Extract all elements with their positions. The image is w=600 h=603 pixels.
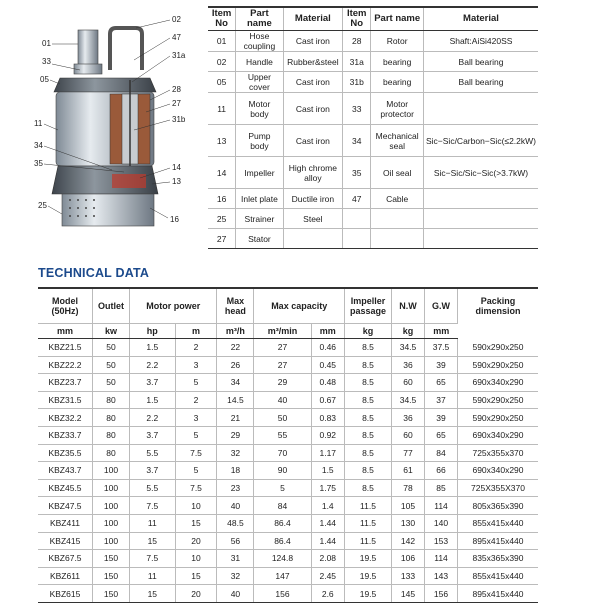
tech-cell: 1.17 [311,444,344,462]
tech-cell: 11 [130,514,176,532]
tech-model-cell: KBZ43.7 [38,462,93,480]
tech-header-motor-power: Motor power [130,288,217,324]
tech-cell: 80 [93,391,130,409]
tech-cell: 5 [175,462,217,480]
tech-cell: 725x355x370 [458,444,539,462]
tech-unit-cell: m³/min [254,324,311,339]
tech-row [38,391,538,409]
tech-cell: 690x340x290 [458,374,539,392]
tech-cell: 2.6 [311,585,344,603]
tech-cell: 2 [175,391,217,409]
tech-cell: 80 [93,409,130,427]
parts-cell: 14 [208,157,236,189]
parts-cell [343,209,371,229]
tech-cell: 805x365x390 [458,497,539,515]
tech-model-cell: KBZ35.5 [38,444,93,462]
tech-cell: 5 [175,426,217,444]
tech-model-cell: KBZ21.5 [38,339,93,357]
parts-cell: 34 [343,125,371,157]
parts-cell: Pump body [236,125,283,157]
tech-cell: 5 [254,479,311,497]
tech-cell: 7.5 [175,444,217,462]
parts-row [208,93,538,125]
tech-cell: 5.5 [130,444,176,462]
tech-cell: 23 [217,479,254,497]
tech-header-max-head: Max head [217,288,254,324]
tech-cell: 3 [175,409,217,427]
tech-header-nw: N.W [392,288,425,324]
tech-row [38,514,538,532]
tech-header-gw: G.W [425,288,458,324]
tech-cell: 50 [93,374,130,392]
parts-cell: 35 [343,157,371,189]
parts-cell: 31a [343,52,371,72]
tech-row [38,497,538,515]
tech-cell: 1.4 [311,497,344,515]
callout-47: 47 [172,33,181,42]
tech-cell: 50 [93,356,130,374]
parts-cell: Upper cover [236,72,283,93]
tech-model-cell: KBZ45.5 [38,479,93,497]
tech-cell: 0.67 [311,391,344,409]
parts-cell: 27 [208,229,236,249]
tech-cell: 55 [254,426,311,444]
tech-model-cell: KBZ22.2 [38,356,93,374]
tech-cell: 18 [217,462,254,480]
parts-cell [423,189,538,209]
tech-cell: 21 [217,409,254,427]
tech-cell: 590x290x250 [458,356,539,374]
tech-cell: 100 [93,497,130,515]
tech-cell: 19.5 [345,585,392,603]
parts-header-item-no: Item No [208,7,236,31]
tech-cell: 855x415x440 [458,514,539,532]
parts-cell [371,209,424,229]
parts-cell: bearing [371,52,424,72]
tech-cell: 3.7 [130,426,176,444]
tech-cell: 90 [254,462,311,480]
tech-cell: 8.5 [345,391,392,409]
tech-cell: 39 [425,409,458,427]
tech-cell: 15 [175,514,217,532]
parts-row [208,157,538,189]
tech-cell: 56 [217,532,254,550]
parts-row [208,229,538,249]
parts-cell: 02 [208,52,236,72]
parts-cell: 47 [343,189,371,209]
parts-header-row [208,7,538,31]
tech-cell: 7.5 [130,497,176,515]
tech-unit-cell: m [175,324,217,339]
tech-cell: 32 [217,444,254,462]
tech-cell: 3 [175,356,217,374]
tech-cell: 15 [130,585,176,603]
parts-cell: Hose coupling [236,31,283,52]
tech-cell: 1.5 [130,339,176,357]
tech-model-cell: KBZ47.5 [38,497,93,515]
tech-cell: 105 [392,497,425,515]
tech-cell: 8.5 [345,426,392,444]
tech-cell: 8.5 [345,479,392,497]
parts-header-part-name: Part name [236,7,283,31]
tech-cell: 7.5 [175,479,217,497]
parts-cell: 33 [343,93,371,125]
tech-cell: 690x340x290 [458,426,539,444]
tech-cell: 8.5 [345,339,392,357]
tech-row [38,532,538,550]
tech-cell: 0.45 [311,356,344,374]
parts-cell: Ball bearing [423,52,538,72]
tech-cell: 150 [93,585,130,603]
tech-cell: 124.8 [254,550,311,568]
tech-cell: 80 [93,426,130,444]
tech-cell: 145 [392,585,425,603]
parts-row [208,209,538,229]
parts-cell: Cast iron [283,31,343,52]
tech-cell: 590x290x250 [458,409,539,427]
tech-cell: 40 [254,391,311,409]
parts-cell: Rotor [371,31,424,52]
tech-header-row [38,288,538,324]
tech-row [38,550,538,568]
tech-unit-cell: mm [425,324,458,339]
tech-cell: 1.44 [311,514,344,532]
tech-cell: 19.5 [345,567,392,585]
tech-units-row [38,324,538,339]
parts-cell: Inlet plate [236,189,283,209]
tech-cell: 895x415x440 [458,585,539,603]
tech-cell: 15 [130,532,176,550]
callout-11: 11 [34,119,43,128]
tech-cell: 1.75 [311,479,344,497]
parts-cell: 16 [208,189,236,209]
tech-cell: 8.5 [345,374,392,392]
tech-cell: 10 [175,497,217,515]
tech-cell: 66 [425,462,458,480]
parts-cell: Cast iron [283,93,343,125]
tech-cell: 50 [254,409,311,427]
tech-model-cell: KBZ32.2 [38,409,93,427]
tech-cell: 5.5 [130,479,176,497]
tech-cell: 20 [175,532,217,550]
parts-cell: Motor protector [371,93,424,125]
parts-cell [423,93,538,125]
tech-cell: 725X355X370 [458,479,539,497]
tech-cell: 19.5 [345,550,392,568]
tech-cell: 84 [425,444,458,462]
tech-cell: 150 [93,550,130,568]
tech-cell: 61 [392,462,425,480]
tech-cell: 590x290x250 [458,339,539,357]
tech-row [38,426,538,444]
tech-cell: 50 [93,339,130,357]
tech-row [38,462,538,480]
tech-cell: 11.5 [345,497,392,515]
tech-cell: 11.5 [345,532,392,550]
parts-cell [371,229,424,249]
parts-row [208,31,538,52]
parts-cell: 13 [208,125,236,157]
tech-cell: 78 [392,479,425,497]
tech-unit-cell: kw [93,324,130,339]
tech-cell: 2.45 [311,567,344,585]
tech-cell: 590x290x250 [458,391,539,409]
tech-model-cell: KBZ415 [38,532,93,550]
tech-unit-cell: kg [392,324,425,339]
technical-data-title: TECHNICAL DATA [38,266,150,280]
tech-cell: 143 [425,567,458,585]
parts-cell: Stator [236,229,283,249]
tech-cell: 150 [93,567,130,585]
parts-cell: Sic−Sic/Carbon−Sic(≤2.2kW) [423,125,538,157]
parts-row [208,72,538,93]
parts-cell: Cable [371,189,424,209]
tech-model-cell: KBZ615 [38,585,93,603]
parts-cell [283,229,343,249]
parts-table [208,6,538,249]
parts-cell: Rubber&steel [283,52,343,72]
tech-row [38,374,538,392]
callout-01: 01 [42,39,51,48]
tech-cell: 1.44 [311,532,344,550]
parts-cell: Cast iron [283,125,343,157]
parts-cell: Ductile iron [283,189,343,209]
tech-header-model: Model (50Hz) [38,288,93,324]
tech-cell: 80 [93,444,130,462]
tech-cell: 0.83 [311,409,344,427]
parts-header-material-2: Material [423,7,538,31]
tech-cell: 100 [93,462,130,480]
parts-cell: Cast iron [283,72,343,93]
tech-cell: 156 [425,585,458,603]
tech-cell: 37.5 [425,339,458,357]
parts-header-part-name-2: Part name [371,7,424,31]
tech-row [38,409,538,427]
parts-cell: Impeller [236,157,283,189]
parts-header-material: Material [283,7,343,31]
tech-cell: 70 [254,444,311,462]
parts-cell: Oil seal [371,157,424,189]
tech-cell: 8.5 [345,462,392,480]
callout-14: 14 [172,163,181,172]
tech-cell: 65 [425,374,458,392]
tech-cell: 8.5 [345,444,392,462]
tech-cell: 31 [217,550,254,568]
parts-row [208,125,538,157]
tech-cell: 34 [217,374,254,392]
tech-cell: 86.4 [254,532,311,550]
tech-model-cell: KBZ411 [38,514,93,532]
parts-row [208,189,538,209]
tech-cell: 2 [175,339,217,357]
callout-05: 05 [40,75,49,84]
tech-cell: 77 [392,444,425,462]
parts-cell [343,229,371,249]
tech-cell: 39 [425,356,458,374]
tech-cell: 0.48 [311,374,344,392]
tech-unit-cell: kg [345,324,392,339]
parts-header-item-no-2: Item No [343,7,371,31]
callout-13: 13 [172,177,181,186]
tech-cell: 100 [93,532,130,550]
tech-cell: 140 [425,514,458,532]
tech-cell: 835x365x390 [458,550,539,568]
tech-model-cell: KBZ33.7 [38,426,93,444]
tech-cell: 36 [392,409,425,427]
parts-cell: Steel [283,209,343,229]
tech-row [38,356,538,374]
tech-cell: 3.7 [130,374,176,392]
tech-cell: 142 [392,532,425,550]
tech-cell: 7.5 [130,550,176,568]
tech-cell: 0.92 [311,426,344,444]
tech-cell: 5 [175,374,217,392]
tech-cell: 29 [217,426,254,444]
parts-cell: bearing [371,72,424,93]
tech-row [38,444,538,462]
tech-cell: 36 [392,356,425,374]
tech-cell: 130 [392,514,425,532]
tech-unit-cell: mm [311,324,344,339]
tech-cell: 86.4 [254,514,311,532]
tech-cell: 27 [254,356,311,374]
tech-cell: 37 [425,391,458,409]
tech-model-cell: KBZ23.7 [38,374,93,392]
parts-cell: 28 [343,31,371,52]
parts-cell: Handle [236,52,283,72]
tech-cell: 32 [217,567,254,585]
tech-header-outlet: Outlet [93,288,130,324]
callout-35: 35 [34,159,43,168]
tech-row [38,339,538,357]
tech-cell: 895x415x440 [458,532,539,550]
tech-model-cell: KBZ67.5 [38,550,93,568]
tech-cell: 85 [425,479,458,497]
tech-cell: 8.5 [345,409,392,427]
tech-cell: 2.2 [130,356,176,374]
tech-cell: 40 [217,585,254,603]
parts-cell: Strainer [236,209,283,229]
tech-cell: 100 [93,479,130,497]
tech-cell: 60 [392,426,425,444]
tech-cell: 65 [425,426,458,444]
tech-cell: 34.5 [392,391,425,409]
tech-model-cell: KBZ611 [38,567,93,585]
tech-cell: 2.08 [311,550,344,568]
callout-33: 33 [42,57,51,66]
tech-cell: 22 [217,339,254,357]
callout-25: 25 [38,201,47,210]
parts-cell: High chrome alloy [283,157,343,189]
parts-cell: 05 [208,72,236,93]
callout-27: 27 [172,99,181,108]
parts-cell [423,229,538,249]
tech-cell: 48.5 [217,514,254,532]
tech-cell: 156 [254,585,311,603]
tech-cell: 3.7 [130,462,176,480]
tech-cell: 11.5 [345,514,392,532]
tech-cell: 20 [175,585,217,603]
tech-cell: 855x415x440 [458,567,539,585]
tech-cell: 11 [130,567,176,585]
tech-unit-cell: m³/h [217,324,254,339]
tech-header-packing: Packing dimension [458,288,539,324]
tech-cell: 1.5 [311,462,344,480]
parts-cell: 01 [208,31,236,52]
tech-cell: 153 [425,532,458,550]
tech-cell: 40 [217,497,254,515]
tech-cell: 133 [392,567,425,585]
tech-cell: 29 [254,374,311,392]
callout-16: 16 [170,215,179,224]
tech-cell: 2.2 [130,409,176,427]
callout-28: 28 [172,85,181,94]
parts-row [208,52,538,72]
tech-cell: 34.5 [392,339,425,357]
parts-cell: Shaft:AiSi420SS [423,31,538,52]
tech-header-impeller-passage: Impeller passage [345,288,392,324]
tech-cell: 114 [425,550,458,568]
tech-cell: 60 [392,374,425,392]
parts-cell: Ball bearing [423,72,538,93]
tech-header-max-capacity: Max capacity [254,288,345,324]
tech-cell: 0.46 [311,339,344,357]
tech-cell: 114 [425,497,458,515]
tech-cell: 690x340x290 [458,462,539,480]
parts-cell: 11 [208,93,236,125]
parts-cell [423,209,538,229]
callout-31a: 31a [172,51,186,60]
callout-34: 34 [34,141,43,150]
tech-cell: 26 [217,356,254,374]
tech-unit-cell: mm [38,324,93,339]
tech-unit-cell: hp [130,324,176,339]
parts-cell: Motor body [236,93,283,125]
tech-cell: 1.5 [130,391,176,409]
tech-cell: 100 [93,514,130,532]
tech-cell: 106 [392,550,425,568]
pump-cutaway-diagram [0,0,200,240]
tech-row [38,479,538,497]
tech-cell: 15 [175,567,217,585]
tech-model-cell: KBZ31.5 [38,391,93,409]
tech-cell: 84 [254,497,311,515]
callout-02: 02 [172,15,181,24]
tech-cell: 10 [175,550,217,568]
tech-cell: 27 [254,339,311,357]
tech-cell: 8.5 [345,356,392,374]
parts-cell: 25 [208,209,236,229]
callout-31b: 31b [172,115,186,124]
tech-cell: 147 [254,567,311,585]
parts-cell: Mechanical seal [371,125,424,157]
technical-data-table [38,287,538,603]
parts-cell: Sic−Sic/Sic−Sic(>3.7kW) [423,157,538,189]
tech-cell: 14.5 [217,391,254,409]
tech-row [38,567,538,585]
parts-cell: 31b [343,72,371,93]
